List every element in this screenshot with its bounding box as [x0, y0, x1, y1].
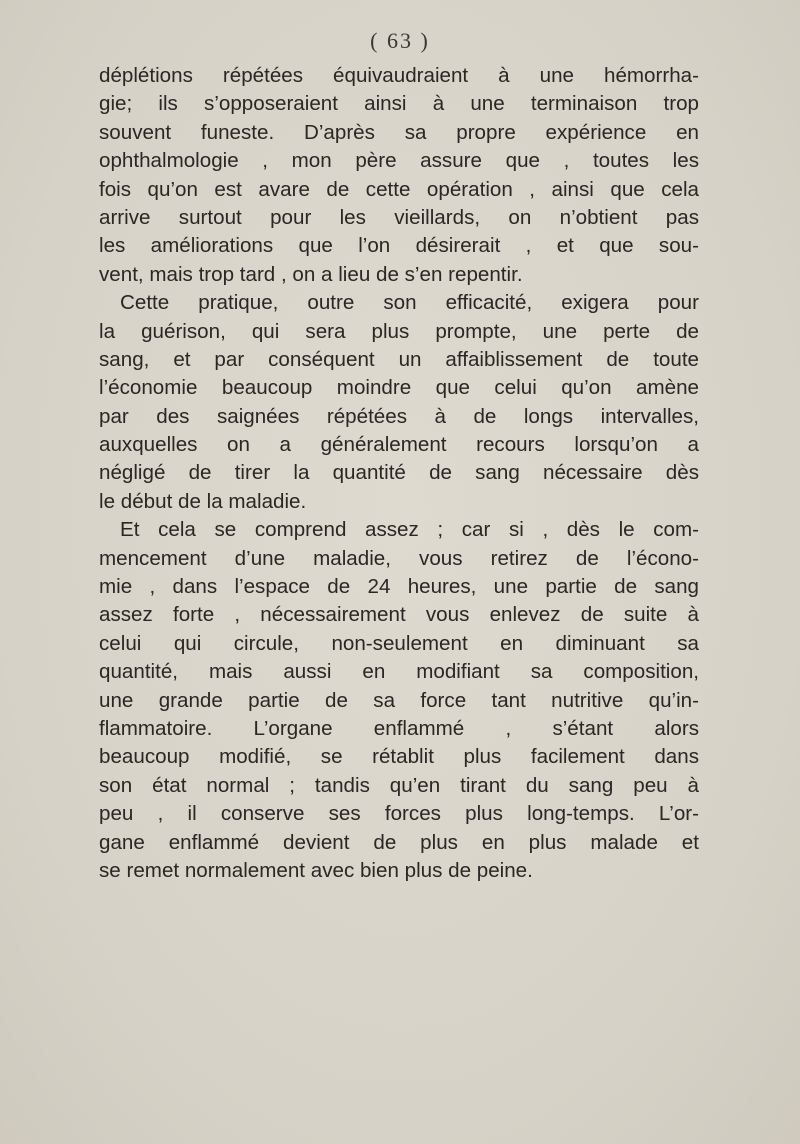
text-line: une grande partie de sa force tant nutritive qu’in- — [99, 688, 699, 712]
page-number: ( 63 ) — [370, 28, 430, 53]
text-line: son état normal ; tandis qu’en tirant du sang peu à — [99, 773, 699, 797]
text-line: quantité, mais aussi en modifiant sa composition, — [99, 660, 699, 684]
text-line: mie , dans l’espace de 24 heures, une partie de sang — [99, 575, 699, 599]
text-line: par des saignées répétées à de longs intervalles, — [99, 404, 699, 428]
text-line: souvent funeste. D’après sa propre expérience en — [99, 120, 699, 144]
text-line: beaucoup modifié, se rétablit plus facilement dans — [99, 745, 699, 769]
text-line: se remet normalement avec bien plus de peine. — [99, 858, 533, 882]
text-line: arrive surtout pour les vieillards, on n’obtient pas — [99, 205, 699, 229]
text-line: assez forte , nécessairement vous enlevez de suite à — [99, 603, 699, 627]
text-line: celui qui circule, non-seulement en diminuant sa — [99, 631, 699, 655]
text-line: les améliorations que l’on désirerait , et que sou- — [99, 234, 699, 258]
text-line: le début de la maladie. — [99, 489, 307, 513]
text-line: ophthalmologie , mon père assure que , toutes les — [99, 149, 699, 173]
text-line: peu , il conserve ses forces plus long-temps. L’or- — [99, 802, 699, 826]
text-line: sang, et par conséquent un affaiblissement de toute — [99, 347, 699, 371]
text-line: la guérison, qui sera plus prompte, une perte de — [99, 319, 699, 343]
text-line: déplétions répétées équivaudraient à une hémorrha- — [99, 64, 699, 87]
text-line: fois qu’on est avare de cette opération , ainsi que cela — [99, 177, 699, 201]
text-line: l’économie beaucoup moindre que celui qu’on amène — [99, 376, 699, 400]
text-line: négligé de tirer la quantité de sang nécessaire dès — [99, 461, 699, 485]
text-line: gie; ils s’opposeraient ainsi à une terminaison trop — [99, 92, 699, 116]
text-line: vent, mais trop tard , on a lieu de s’en repentir. — [99, 262, 523, 286]
paragraph-start-line: Et cela se comprend assez ; car si , dès le com- — [120, 518, 699, 542]
text-line: gane enflammé devient de plus en plus malade et — [99, 830, 699, 854]
text-line: flammatoire. L’organe enflammé , s’étant alors — [99, 716, 699, 740]
text-line: auxquelles on a généralement recours lorsqu’on a — [99, 433, 699, 457]
text-line: mencement d’une maladie, vous retirez de l’écono- — [99, 546, 699, 570]
paragraph-start-line: Cette pratique, outre son efficacité, exigera pour — [120, 291, 699, 315]
body-text — [99, 62, 699, 885]
